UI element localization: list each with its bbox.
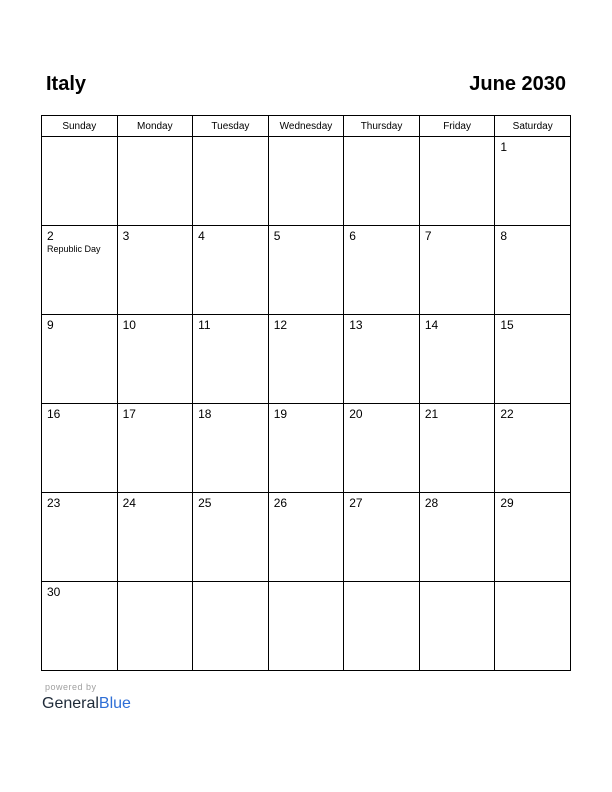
week-row (42, 226, 571, 315)
day-cell (268, 226, 344, 315)
day-cell (193, 582, 269, 671)
day-number: 8 (500, 229, 508, 243)
day-cell (42, 493, 118, 582)
day-cell (419, 226, 495, 315)
day-number: 15 (500, 318, 514, 332)
day-number: 13 (349, 318, 363, 332)
day-number: 30 (47, 585, 61, 599)
day-number: 29 (500, 496, 514, 510)
day-number: 4 (198, 229, 205, 243)
logo-blue: Blue (98, 695, 131, 712)
day-number: 25 (198, 496, 212, 510)
country-title: Italy (46, 73, 87, 95)
week-row (42, 137, 571, 226)
day-number: 26 (273, 496, 288, 510)
generalblue-logo (42, 694, 131, 714)
day-cell (495, 226, 571, 315)
day-cell (117, 493, 193, 582)
calendar-body (42, 137, 571, 671)
day-number: 21 (424, 407, 439, 421)
day-cell (117, 226, 193, 315)
day-cell (42, 137, 118, 226)
day-cell (42, 582, 118, 671)
day-number (420, 137, 495, 140)
week-row (42, 493, 571, 582)
weekday-friday: Friday (419, 116, 495, 137)
day-cell (268, 404, 344, 493)
day-cell (419, 137, 495, 226)
day-cell (495, 137, 571, 226)
day-number (269, 582, 344, 585)
logo-general: General (42, 695, 99, 712)
weekday-sunday: Sunday (42, 116, 118, 137)
day-cell (495, 493, 571, 582)
day-number (118, 582, 193, 585)
day-cell (117, 315, 193, 404)
weekday-monday: Monday (117, 116, 193, 137)
day-number (344, 582, 419, 585)
weekday-tuesday: Tuesday (193, 116, 269, 137)
day-number: 28 (424, 496, 439, 510)
day-cell (193, 493, 269, 582)
day-number: 24 (122, 496, 136, 510)
day-cell (117, 404, 193, 493)
day-cell (344, 404, 420, 493)
day-cell (344, 226, 420, 315)
day-number (420, 582, 495, 585)
day-number: 12 (273, 318, 288, 332)
day-cell (419, 493, 495, 582)
day-cell (193, 315, 269, 404)
day-number: 27 (349, 496, 363, 510)
day-cell (419, 582, 495, 671)
weekday-saturday: Saturday (495, 116, 571, 137)
day-number: 9 (47, 318, 54, 332)
day-cell (42, 404, 118, 493)
day-number: 16 (47, 407, 61, 421)
day-number (42, 137, 117, 140)
day-cell (117, 137, 193, 226)
day-number: 3 (122, 229, 130, 243)
week-row (42, 315, 571, 404)
day-cell (344, 582, 420, 671)
day-cell (344, 315, 420, 404)
day-cell (268, 493, 344, 582)
day-number: 6 (349, 229, 356, 243)
calendar-grid (41, 115, 571, 671)
day-number: 17 (122, 407, 136, 421)
day-cell (344, 493, 420, 582)
day-number: 7 (424, 229, 432, 243)
day-number: 18 (198, 407, 212, 421)
day-number: 1 (500, 140, 508, 154)
day-cell (495, 315, 571, 404)
day-cell (42, 226, 118, 315)
weekday-header-row (42, 116, 571, 137)
day-number: 20 (349, 407, 363, 421)
day-cell (193, 137, 269, 226)
day-number: 10 (122, 318, 136, 332)
day-cell (344, 137, 420, 226)
day-number (193, 582, 268, 585)
weekday-thursday: Thursday (344, 116, 420, 137)
day-cell (42, 315, 118, 404)
day-number (193, 137, 268, 140)
day-number (495, 582, 570, 585)
week-row (42, 582, 571, 671)
day-cell (268, 582, 344, 671)
day-cell (495, 582, 571, 671)
day-number: 2 (47, 229, 54, 243)
month-title: June 2030 (469, 73, 566, 95)
day-cell (419, 404, 495, 493)
day-cell (117, 582, 193, 671)
day-number: 14 (424, 318, 439, 332)
day-number (118, 137, 193, 140)
day-cell (193, 226, 269, 315)
day-cell (268, 315, 344, 404)
day-cell (193, 404, 269, 493)
day-cell (419, 315, 495, 404)
day-number (269, 137, 344, 140)
day-cell (268, 137, 344, 226)
day-number: 19 (273, 407, 288, 421)
week-row (42, 404, 571, 493)
day-number: 11 (198, 318, 211, 332)
powered-by-text: powered by (45, 682, 97, 692)
day-number: 22 (500, 407, 514, 421)
day-number (344, 137, 419, 140)
holiday-label: Republic Day (47, 244, 101, 254)
day-number: 23 (47, 496, 61, 510)
weekday-wednesday: Wednesday (268, 116, 344, 137)
day-number: 5 (273, 229, 281, 243)
day-cell (495, 404, 571, 493)
